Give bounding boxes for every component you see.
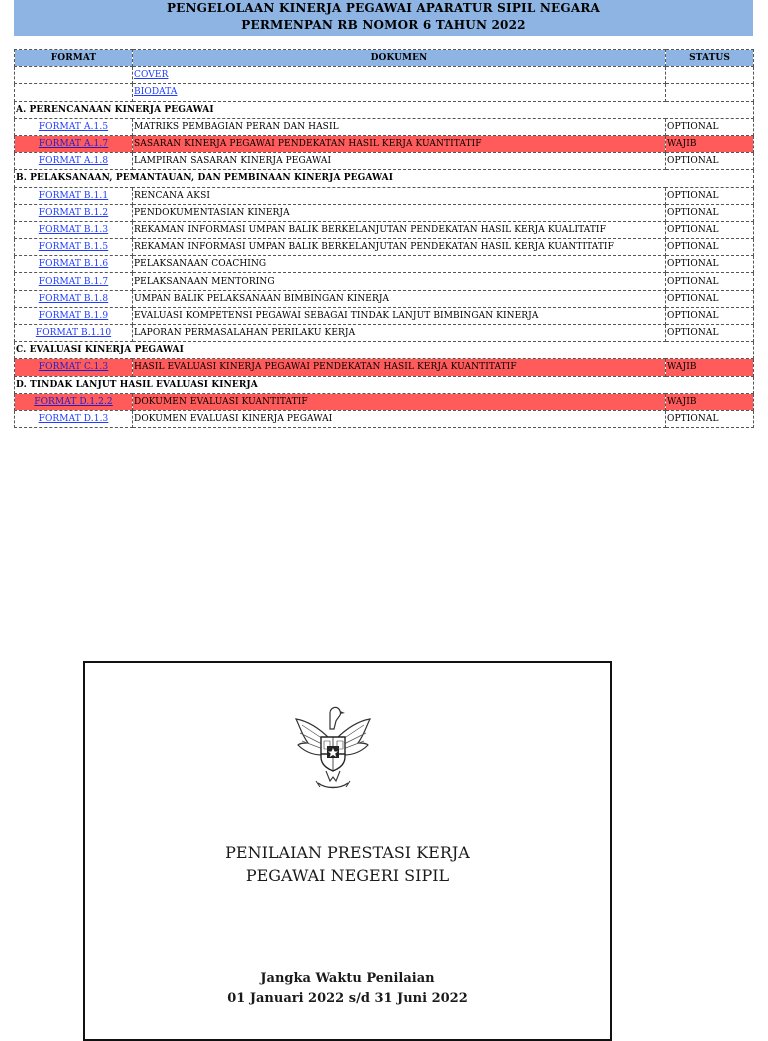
column-header-format: FORMAT xyxy=(15,50,133,67)
table-row xyxy=(15,221,754,238)
table-row xyxy=(15,290,754,307)
format-cell xyxy=(15,118,133,135)
cover-period-value: 01 Januari 2022 s/d 31 Juni 2022 xyxy=(227,991,468,1006)
status-cell: OPTIONAL xyxy=(666,307,754,324)
section-label: A. PERENCANAAN KINERJA PEGAWAI xyxy=(15,101,754,118)
table-header-row xyxy=(15,50,754,67)
table-row xyxy=(15,393,754,410)
format-cell xyxy=(15,221,133,238)
status-cell: OPTIONAL xyxy=(666,410,754,427)
dokumen-cell: MATRIKS PEMBAGIAN PERAN DAN HASIL xyxy=(133,118,666,135)
format-cell xyxy=(15,153,133,170)
dokumen-cell: REKAMAN INFORMASI UMPAN BALIK BERKELANJUTAN PENDEKATAN HASIL KERJA KUANTITATIF xyxy=(133,239,666,256)
section-row xyxy=(15,376,754,393)
status-cell: OPTIONAL xyxy=(666,187,754,204)
dokumen-cell: PELAKSANAAN MENTORING xyxy=(133,273,666,290)
status-cell: OPTIONAL xyxy=(666,290,754,307)
section-label: B. PELAKSANAAN, PEMANTAUAN, DAN PEMBINAAN KINERJA PEGAWAI xyxy=(15,170,754,187)
format-cell xyxy=(15,135,133,152)
format-link[interactable]: FORMAT A.1.7 xyxy=(38,139,109,150)
format-link[interactable]: FORMAT B.1.5 xyxy=(38,242,109,253)
status-cell xyxy=(666,84,754,101)
section-label: D. TINDAK LANJUT HASIL EVALUASI KINERJA xyxy=(15,376,754,393)
status-cell xyxy=(666,67,754,84)
format-link[interactable]: FORMAT B.1.6 xyxy=(38,259,109,270)
section-row xyxy=(15,170,754,187)
dokumen-cell xyxy=(133,67,666,84)
format-link[interactable]: FORMAT B.1.2 xyxy=(38,207,109,218)
format-link[interactable]: FORMAT B.1.9 xyxy=(38,310,109,321)
status-cell: OPTIONAL xyxy=(666,118,754,135)
table-row xyxy=(15,118,754,135)
status-cell: OPTIONAL xyxy=(666,273,754,290)
cover-page xyxy=(83,661,612,1041)
table-row xyxy=(15,359,754,376)
cover-title-line2: PEGAWAI NEGERI SIPIL xyxy=(245,866,450,885)
format-cell xyxy=(15,307,133,324)
table-body xyxy=(15,67,754,428)
table-row xyxy=(15,256,754,273)
format-link[interactable]: FORMAT C.1.3 xyxy=(38,362,109,373)
section-label: C. EVALUASI KINERJA PEGAWAI xyxy=(15,342,754,359)
format-cell xyxy=(15,187,133,204)
status-cell: WAJIB xyxy=(666,393,754,410)
dokumen-cell: PELAKSANAAN COACHING xyxy=(133,256,666,273)
dokumen-link[interactable]: BIODATA xyxy=(134,87,178,98)
format-cell xyxy=(15,84,133,101)
format-cell xyxy=(15,325,133,342)
format-cell xyxy=(15,67,133,84)
format-link[interactable]: FORMAT B.1.10 xyxy=(35,328,112,339)
format-link[interactable]: FORMAT D.1.3 xyxy=(38,414,109,425)
format-link[interactable]: FORMAT A.1.5 xyxy=(38,121,109,132)
dokumen-cell: DOKUMEN EVALUASI KUANTITATIF xyxy=(133,393,666,410)
status-cell: OPTIONAL xyxy=(666,325,754,342)
table-row xyxy=(15,273,754,290)
dokumen-cell: SASARAN KINERJA PEGAWAI PENDEKATAN HASIL KERJA KUANTITATIF xyxy=(133,135,666,152)
format-link[interactable]: FORMAT B.1.3 xyxy=(38,224,109,235)
column-header-dokumen: DOKUMEN xyxy=(133,50,666,67)
status-cell: OPTIONAL xyxy=(666,221,754,238)
table-row xyxy=(15,307,754,324)
format-cell xyxy=(15,256,133,273)
section-row xyxy=(15,342,754,359)
format-cell xyxy=(15,273,133,290)
status-cell: WAJIB xyxy=(666,359,754,376)
table-row xyxy=(15,325,754,342)
format-link[interactable]: FORMAT D.1.2.2 xyxy=(34,396,113,407)
status-cell: WAJIB xyxy=(666,135,754,152)
format-cell xyxy=(15,410,133,427)
table-row xyxy=(15,187,754,204)
dokumen-cell: HASIL EVALUASI KINERJA PEGAWAI PENDEKATAN HASIL KERJA KUANTITATIF xyxy=(133,359,666,376)
table-row xyxy=(15,67,754,84)
format-link[interactable]: FORMAT B.1.7 xyxy=(38,276,109,287)
status-cell: OPTIONAL xyxy=(666,204,754,221)
sheet-title-line1: PENGELOLAAN KINERJA PEGAWAI APARATUR SIPIL NEGARA xyxy=(166,1,601,15)
table-row xyxy=(15,410,754,427)
format-cell xyxy=(15,204,133,221)
table-row xyxy=(15,84,754,101)
format-link[interactable]: FORMAT B.1.8 xyxy=(38,293,109,304)
status-cell: OPTIONAL xyxy=(666,256,754,273)
dokumen-cell: EVALUASI KOMPETENSI PEGAWAI SEBAGAI TINDAK LANJUT BIMBINGAN KINERJA xyxy=(133,307,666,324)
section-row xyxy=(15,101,754,118)
format-cell xyxy=(15,393,133,410)
format-cell xyxy=(15,290,133,307)
dokumen-cell: DOKUMEN EVALUASI KINERJA PEGAWAI xyxy=(133,410,666,427)
cover-title-line1: PENILAIAN PRESTASI KERJA xyxy=(225,843,470,862)
sheet-title-line2: PERMENPAN RB NOMOR 6 TAHUN 2022 xyxy=(241,18,526,32)
format-index-table xyxy=(14,49,754,428)
dokumen-cell: LAPORAN PERMASALAHAN PERILAKU KERJA xyxy=(133,325,666,342)
dokumen-cell: LAMPIRAN SASARAN KINERJA PEGAWAI xyxy=(133,153,666,170)
status-cell: OPTIONAL xyxy=(666,153,754,170)
dokumen-cell: REKAMAN INFORMASI UMPAN BALIK BERKELANJUTAN PENDEKATAN HASIL KERJA KUALITATIF xyxy=(133,221,666,238)
table-row xyxy=(15,239,754,256)
format-link[interactable]: FORMAT B.1.1 xyxy=(38,190,109,201)
table-row xyxy=(15,153,754,170)
garuda-emblem-icon xyxy=(290,699,376,795)
dokumen-link[interactable]: COVER xyxy=(134,70,169,81)
dokumen-cell xyxy=(133,84,666,101)
format-cell xyxy=(15,239,133,256)
sheet-title-bar xyxy=(14,0,753,36)
table-row xyxy=(15,204,754,221)
table-row xyxy=(15,135,754,152)
dokumen-cell: RENCANA AKSI xyxy=(133,187,666,204)
dokumen-cell: UMPAN BALIK PELAKSANAAN BIMBINGAN KINERJA xyxy=(133,290,666,307)
status-cell: OPTIONAL xyxy=(666,239,754,256)
column-header-status: STATUS xyxy=(666,50,754,67)
format-cell xyxy=(15,359,133,376)
format-link[interactable]: FORMAT A.1.8 xyxy=(38,156,109,167)
cover-period-label: Jangka Waktu Penilaian xyxy=(260,971,435,986)
dokumen-cell: PENDOKUMENTASIAN KINERJA xyxy=(133,204,666,221)
